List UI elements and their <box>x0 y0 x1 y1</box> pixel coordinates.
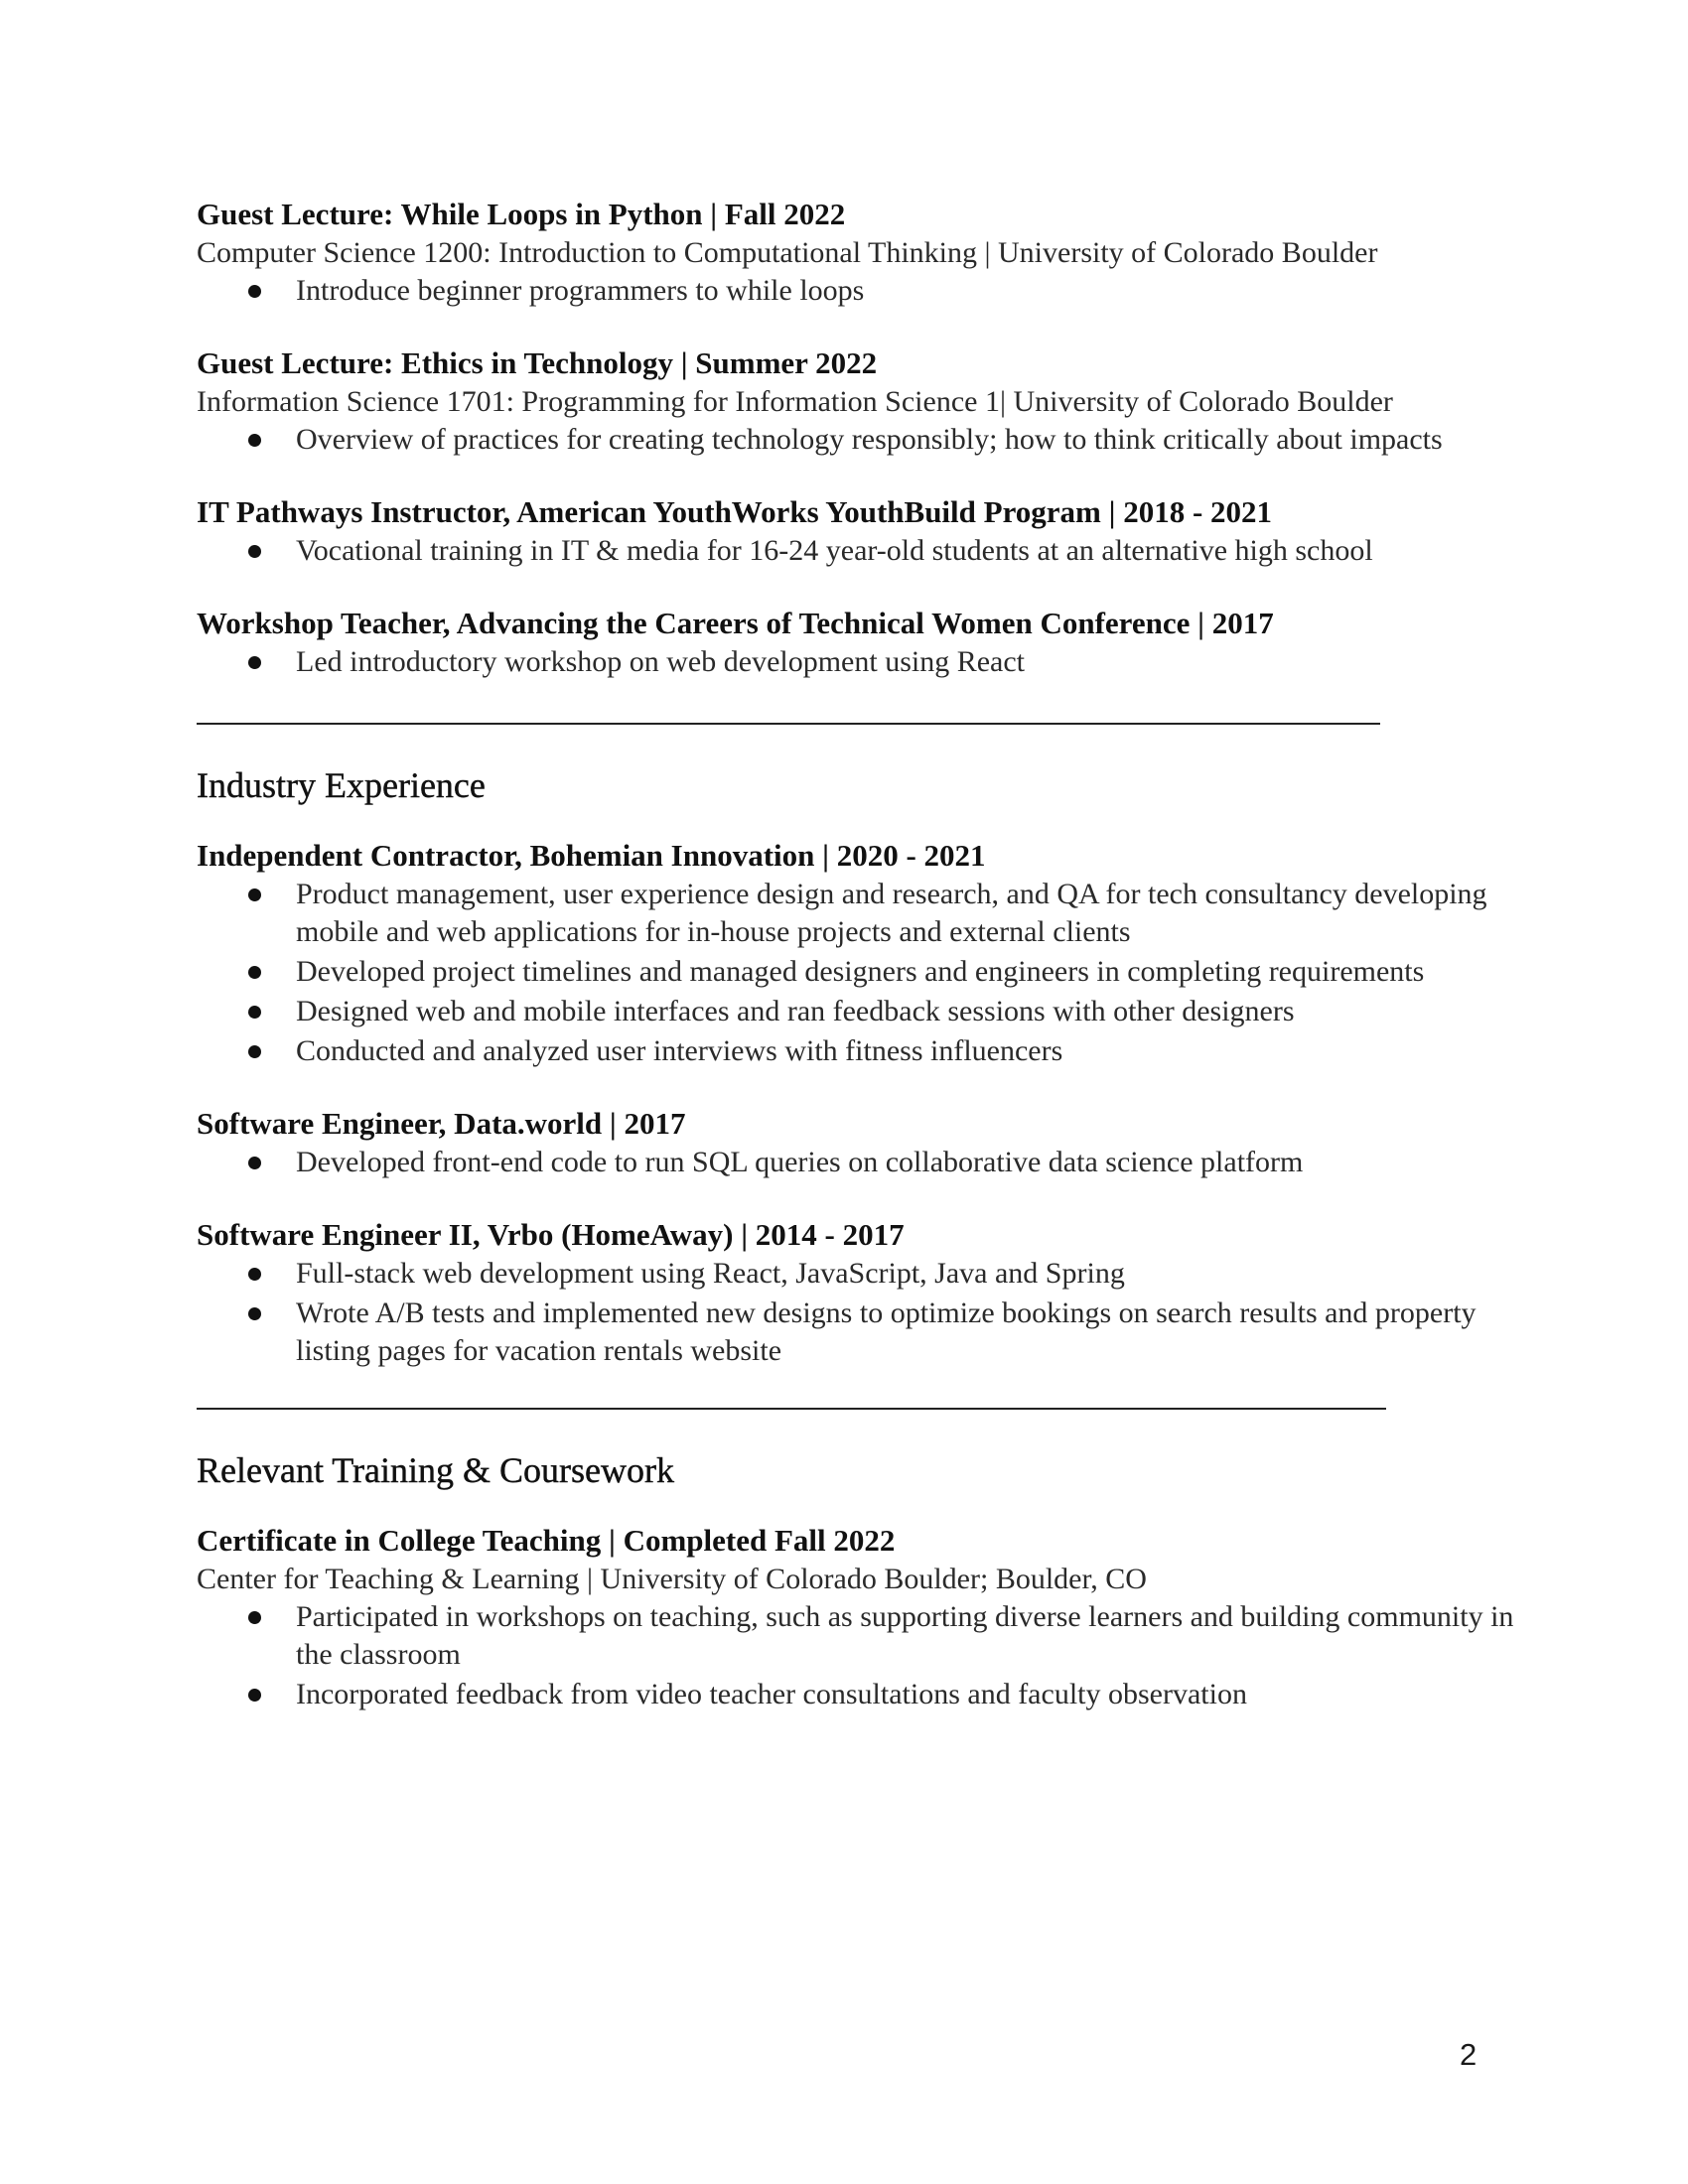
bullet-list <box>197 1255 1517 1370</box>
entry-subtitle: Center for Teaching & Learning | University of Colorado Boulder; Boulder, CO <box>197 1563 1147 1595</box>
page-number: 2 <box>1460 2037 1477 2072</box>
bullet-text: Developed front-end code to run SQL queries on collaborative data science platform <box>296 1146 1304 1178</box>
section-divider <box>197 1408 1386 1410</box>
bullet-item <box>197 993 1517 1030</box>
industry-entry <box>197 1215 1517 1370</box>
bullet-icon <box>248 1307 261 1320</box>
bullet-icon <box>248 434 261 447</box>
bullet-text: Led introductory workshop on web development using React <box>296 645 1026 678</box>
bullet-text: Product management, user experience design and research, and QA for tech consultancy developing mobile and web applications for in-house projects and external clients <box>296 878 1487 948</box>
teaching-section <box>197 195 1517 681</box>
teaching-entry <box>197 604 1517 681</box>
entry-title: IT Pathways Instructor, American YouthWorks YouthBuild Program | 2018 - 2021 <box>197 494 1273 529</box>
bullet-list <box>197 1144 1517 1181</box>
training-entry <box>197 1521 1517 1713</box>
entry-title: Independent Contractor, Bohemian Innovation | 2020 - 2021 <box>197 838 986 873</box>
bullet-item <box>197 532 1517 570</box>
bullet-icon <box>248 1006 261 1019</box>
section-divider <box>197 723 1380 725</box>
entry-title: Workshop Teacher, Advancing the Careers of Technical Women Conference | 2017 <box>197 606 1274 640</box>
entry-title: Guest Lecture: While Loops in Python | Fall 2022 <box>197 197 846 231</box>
bullet-item <box>197 643 1517 681</box>
section-heading: Industry Experience <box>197 765 486 805</box>
entry-subtitle: Information Science 1701: Programming for Information Science 1| University of Colorado Boulder <box>197 385 1393 418</box>
bullet-icon <box>248 1611 261 1624</box>
bullet-icon <box>248 656 261 669</box>
entry-title: Software Engineer, Data.world | 2017 <box>197 1106 686 1141</box>
teaching-entry <box>197 492 1517 570</box>
bullet-item <box>197 1032 1517 1070</box>
bullet-text: Wrote A/B tests and implemented new designs to optimize bookings on search results and property listing pages for vacation rentals website <box>296 1297 1477 1367</box>
bullet-item <box>197 421 1517 459</box>
bullet-text: Introduce beginner programmers to while loops <box>296 274 865 307</box>
industry-section <box>197 762 1517 1370</box>
bullet-text: Developed project timelines and managed designers and engineers in completing requirements <box>296 955 1425 988</box>
bullet-item <box>197 953 1517 991</box>
bullet-item <box>197 1144 1517 1181</box>
bullet-item <box>197 1255 1517 1293</box>
page-content <box>197 195 1517 1747</box>
entry-title: Certificate in College Teaching | Completed Fall 2022 <box>197 1523 896 1558</box>
bullet-list <box>197 643 1517 681</box>
bullet-icon <box>248 1689 261 1702</box>
training-section <box>197 1447 1517 1713</box>
bullet-text: Participated in workshops on teaching, such as supporting diverse learners and building community in the classroom <box>296 1600 1514 1671</box>
bullet-list <box>197 1598 1517 1713</box>
entry-subtitle: Computer Science 1200: Introduction to Computational Thinking | University of Colorado Boulder <box>197 236 1378 269</box>
teaching-entry <box>197 195 1517 310</box>
bullet-item <box>197 1598 1517 1674</box>
bullet-text: Overview of practices for creating technology responsibly; how to think critically about impacts <box>296 423 1443 456</box>
section-heading: Relevant Training & Coursework <box>197 1450 674 1490</box>
bullet-item <box>197 876 1517 951</box>
bullet-list <box>197 532 1517 570</box>
bullet-item <box>197 1676 1517 1713</box>
industry-entry <box>197 1104 1517 1181</box>
entry-title: Software Engineer II, Vrbo (HomeAway) | 2014 - 2017 <box>197 1217 905 1252</box>
bullet-text: Incorporated feedback from video teacher consultations and faculty observation <box>296 1678 1247 1710</box>
bullet-icon <box>248 1268 261 1281</box>
entry-title: Guest Lecture: Ethics in Technology | Summer 2022 <box>197 345 878 380</box>
teaching-entry <box>197 343 1517 459</box>
bullet-icon <box>248 888 261 901</box>
bullet-text: Full-stack web development using React, JavaScript, Java and Spring <box>296 1257 1125 1290</box>
bullet-icon <box>248 1045 261 1058</box>
bullet-list <box>197 272 1517 310</box>
industry-entry <box>197 836 1517 1070</box>
bullet-text: Vocational training in IT & media for 16-24 year-old students at an alternative high school <box>296 534 1373 567</box>
bullet-text: Conducted and analyzed user interviews with fitness influencers <box>296 1034 1063 1067</box>
bullet-list <box>197 876 1517 1070</box>
bullet-icon <box>248 545 261 558</box>
bullet-list <box>197 421 1517 459</box>
bullet-item <box>197 272 1517 310</box>
bullet-text: Designed web and mobile interfaces and ran feedback sessions with other designers <box>296 995 1295 1027</box>
bullet-icon <box>248 285 261 298</box>
bullet-item <box>197 1295 1517 1370</box>
bullet-icon <box>248 1157 261 1169</box>
bullet-icon <box>248 966 261 979</box>
